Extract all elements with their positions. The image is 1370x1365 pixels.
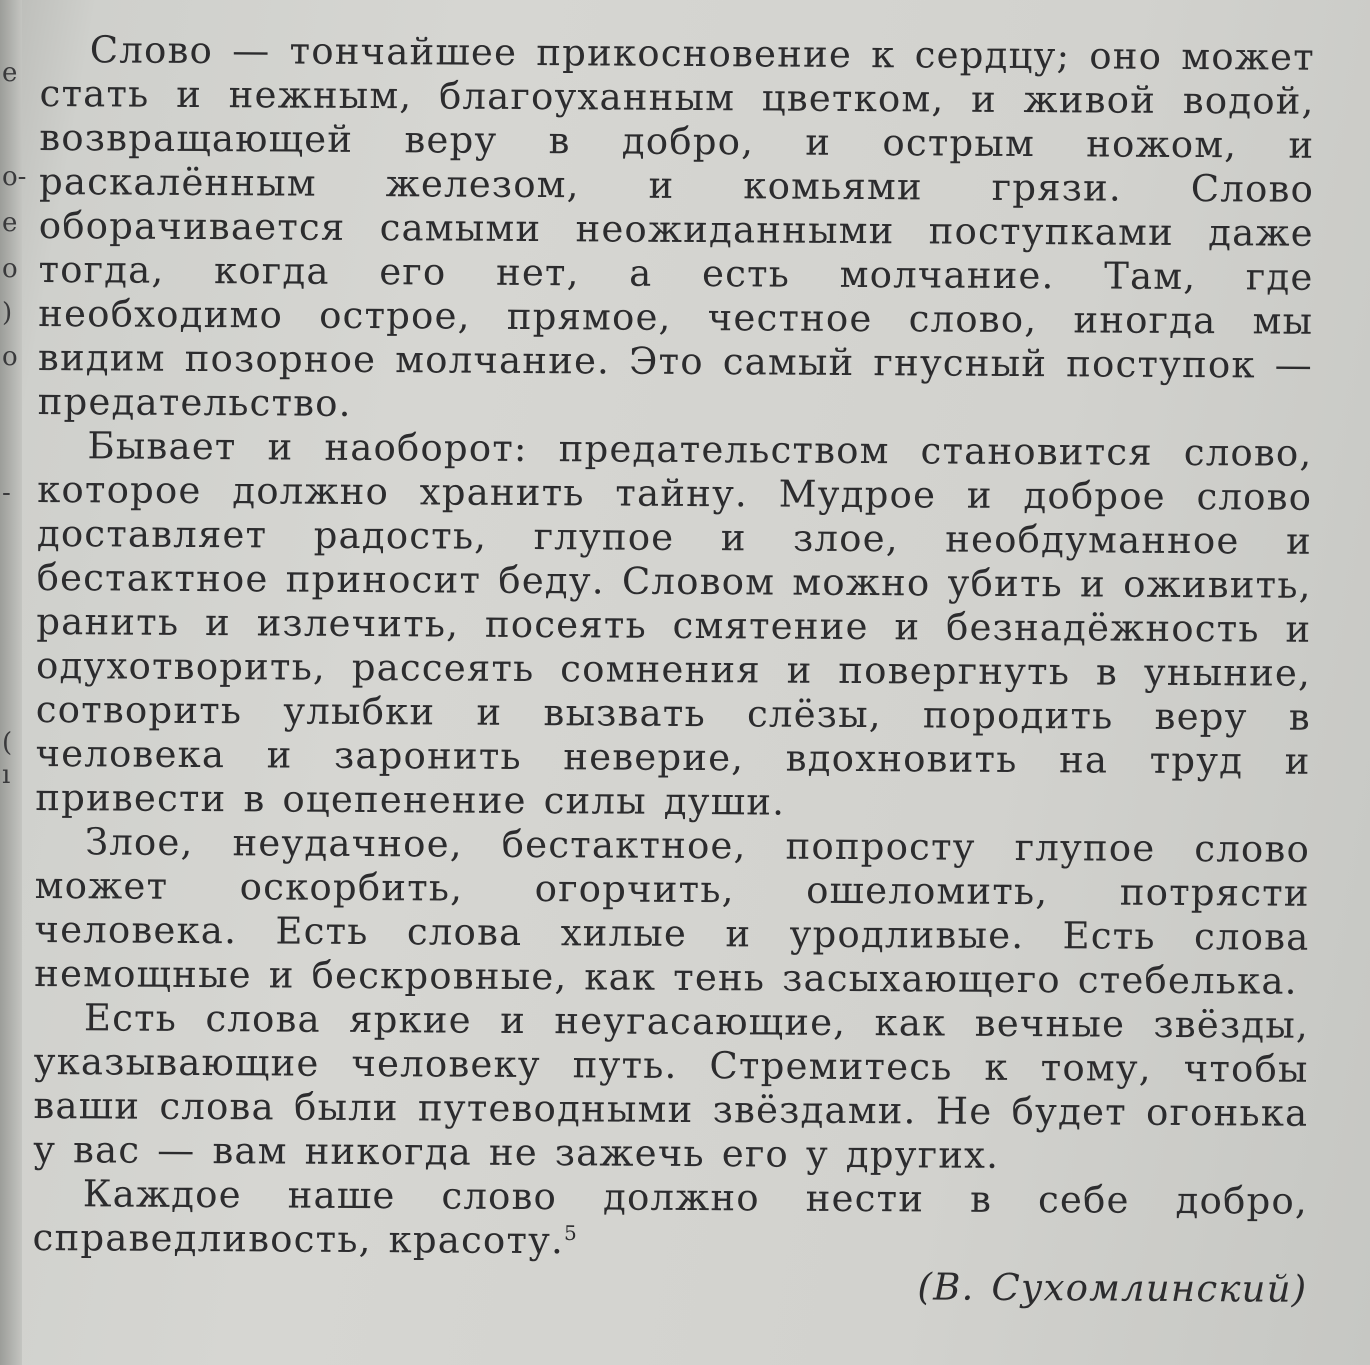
last-paragraph-text: Каждое наше слово должно нести в себе добро, справедливость, красоту. bbox=[32, 1172, 1308, 1263]
footnote-mark: 5 bbox=[564, 1220, 579, 1245]
margin-char: ( bbox=[2, 728, 13, 758]
margin-char: ) bbox=[2, 298, 13, 328]
author-attribution: (В. Сухомлинский) bbox=[917, 1265, 1308, 1311]
margin-char: о bbox=[2, 342, 18, 372]
paragraph: Слово — тончайшее прикосновение к сердцу; оно может стать и нежным, благоуханным цветком, и живой водой, возвращающей веру в добро, и острым ножом, и раскалённым железом, и комьями грязи. Слово оборачивается самыми неожиданными поступками даже тогда, когда его нет, а есть молчание. Там, где необходимо острое, прямое, честное слово, иногда мы видим позорное молчание. Это самый гнусный поступок — предательство. bbox=[37, 28, 1315, 425]
margin-char: ı bbox=[2, 760, 11, 790]
margin-char: е bbox=[2, 58, 18, 88]
paragraph: Злое, неудачное, бестактное, попросту глупое слово может оскорбить, огорчить, ошеломить, потрясти человека. Есть слова хилые и уродливые. Есть слова немощные и бескровные, как тень засыхающего стебелька. bbox=[34, 820, 1311, 1003]
margin-char: о bbox=[2, 254, 18, 284]
margin-text-fragments bbox=[0, 0, 27, 1365]
margin-char: о- bbox=[2, 162, 27, 192]
body-text bbox=[32, 28, 1315, 1312]
margin-char: е bbox=[2, 208, 18, 238]
paragraph: Есть слова яркие и неугасающие, как вечные звёзды, указывающие человеку путь. Стремитесь к тому, чтобы ваши слова были путеводными звёздами. Не будет огонька у вас — вам никогда не зажечь его у других. bbox=[33, 996, 1310, 1177]
paragraph: Бывает и наоборот: предательством становится слово, которое должно хранить тайну. Мудрое и доброе слово доставляет радость, глупое и злое, необдуманное и бестактное приносит беду. Словом можно убить и оживить, ранить и излечить, посеять смятение и безнадёжность и одухотворить, рассеять сомнения и повергнуть в уныние, сотворить улыбки и вызвать слёзы, породить веру в человека и заронить неверие, вдохновить на труд и привести в оцепенение силы души. bbox=[35, 424, 1313, 824]
margin-char: - bbox=[2, 478, 11, 508]
paragraph-last bbox=[32, 1172, 1308, 1268]
